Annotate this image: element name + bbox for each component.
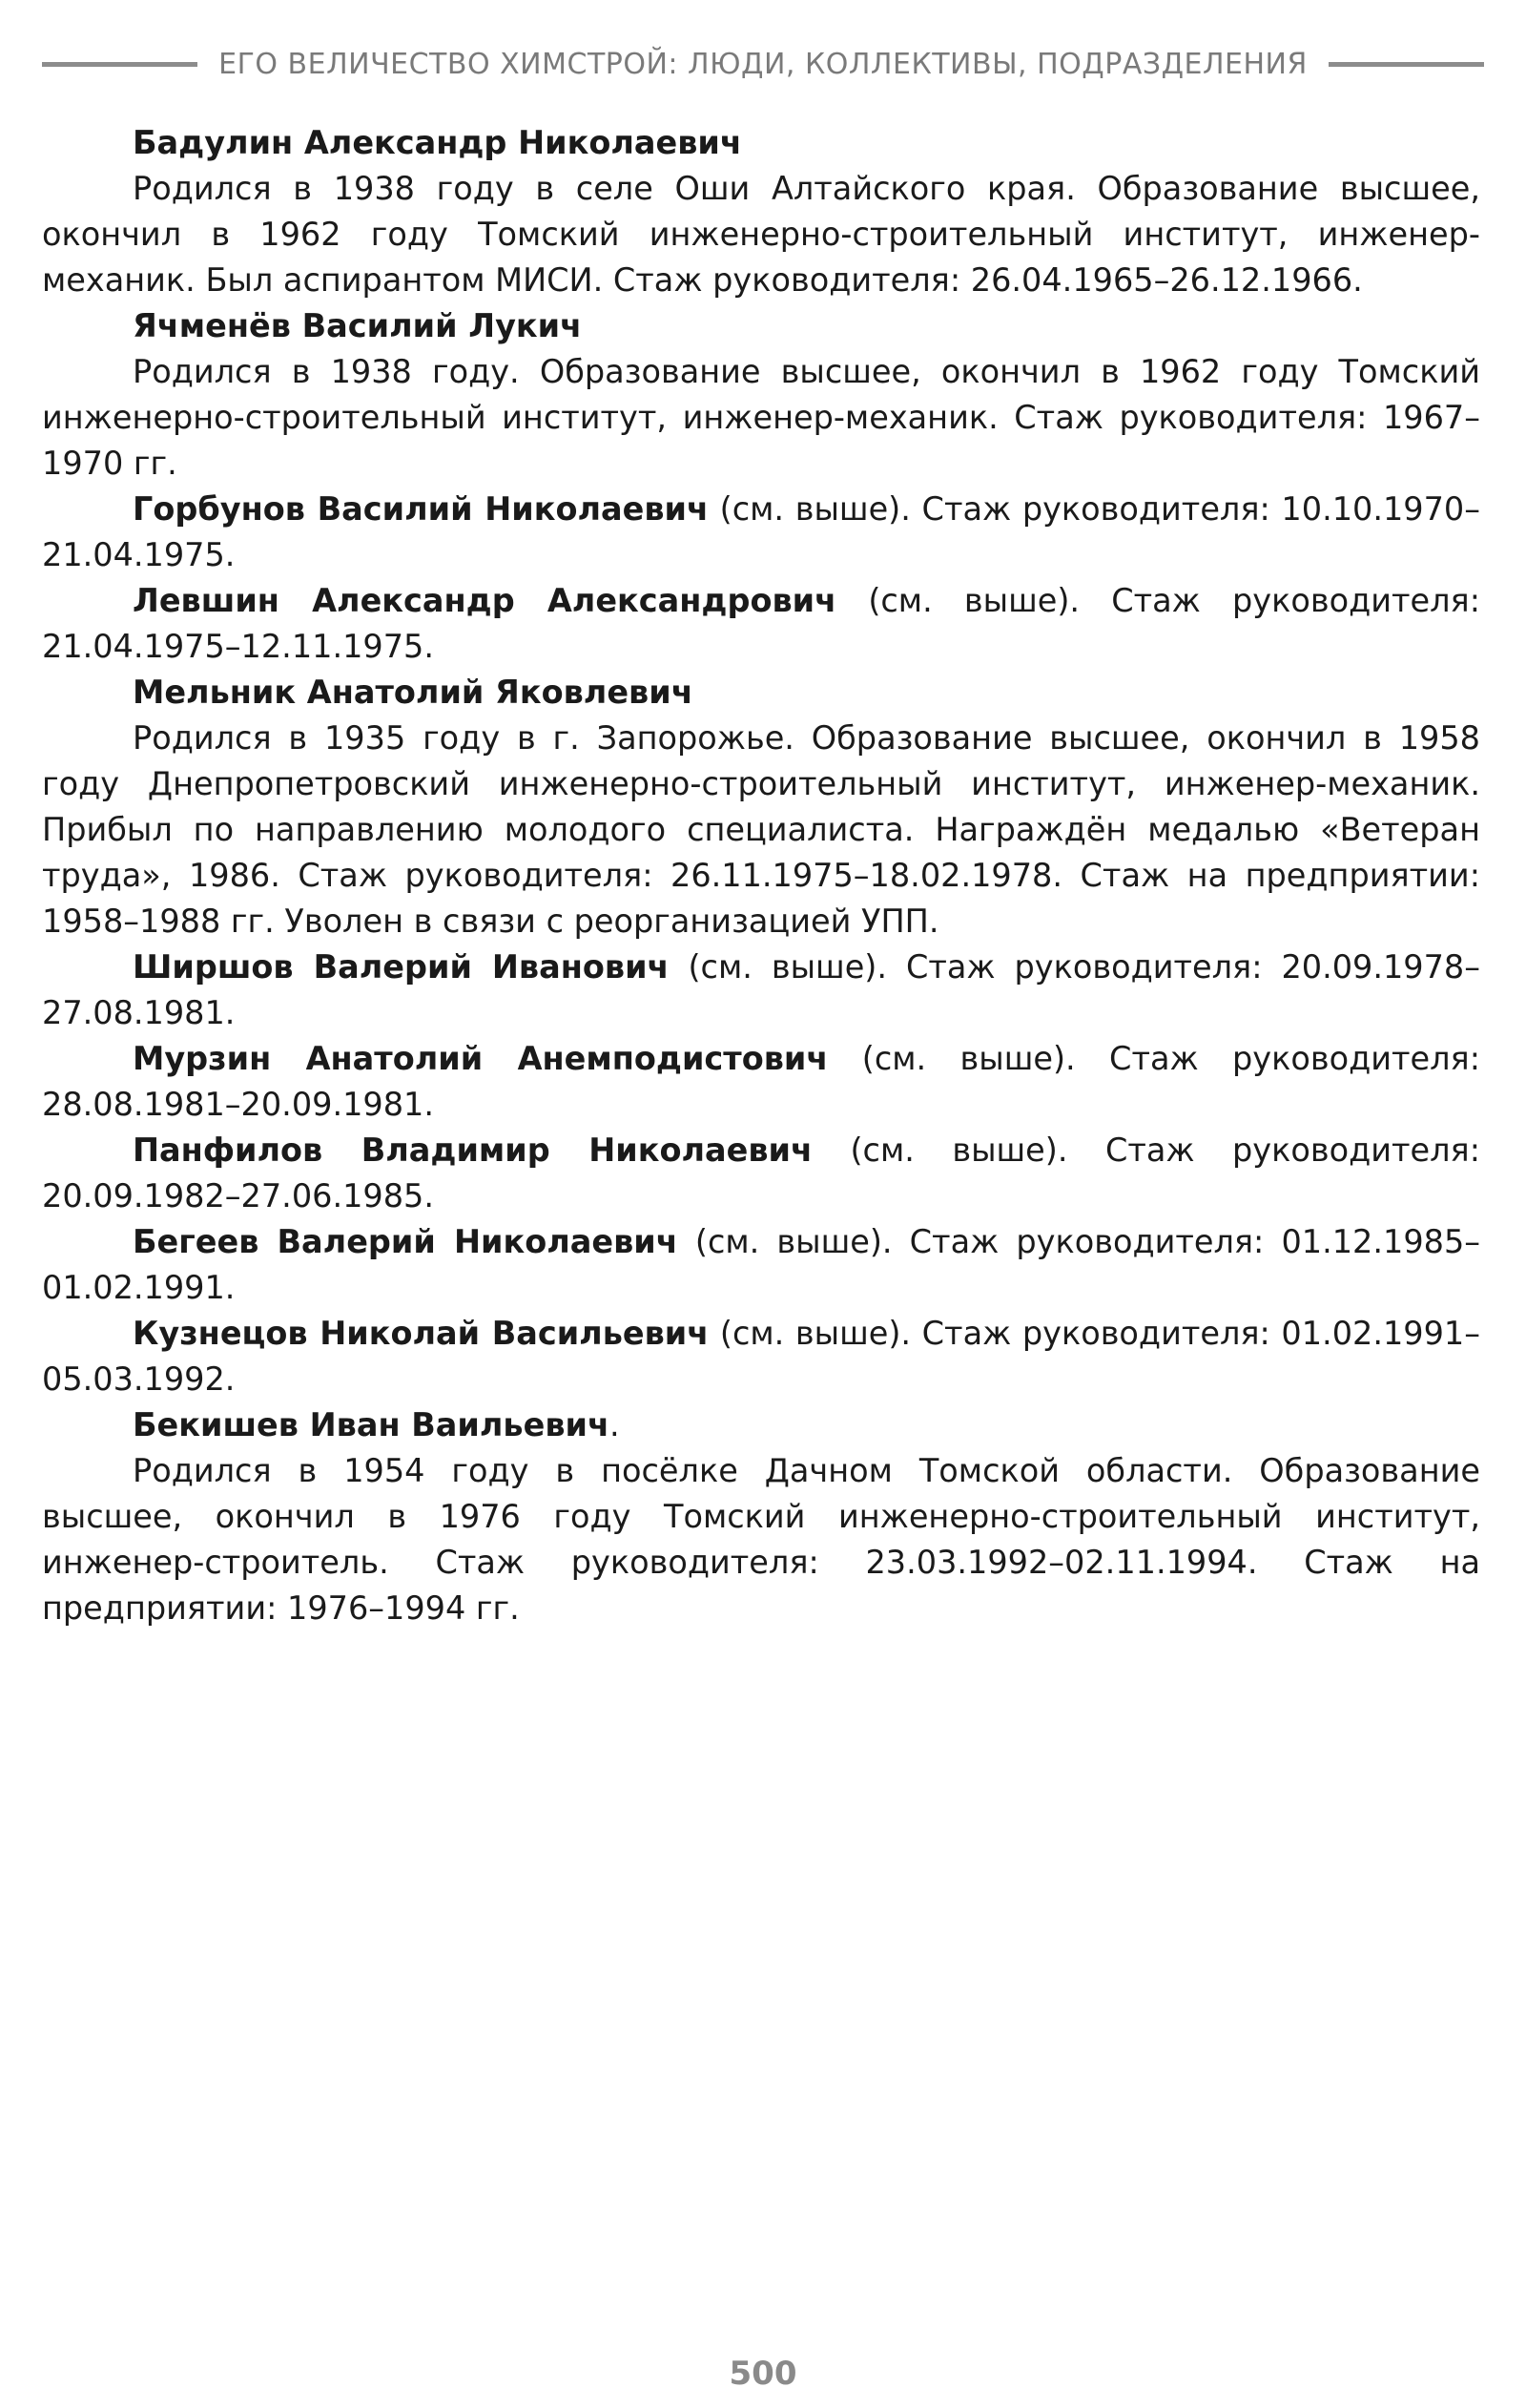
entry-tail: .: [609, 1406, 620, 1443]
entry-tail: (см. выше). Стаж руководителя: 28.08.1981–20.09.1981.: [42, 1040, 1481, 1123]
entry-tail: (см. выше). Стаж руководителя: 21.04.1975–12.11.1975.: [42, 582, 1480, 665]
entry-gorbunov: [42, 487, 1480, 578]
entry-kuznetsov: [42, 1311, 1480, 1402]
entry-name: Горбунов Василий Николаевич: [133, 490, 710, 528]
entry-name: Бекишев Иван Ваильевич: [133, 1406, 609, 1443]
entry-tail: (см. выше). Стаж руководителя: 01.12.1985–01.02.1991.: [42, 1223, 1481, 1306]
entry-tail: (см. выше). Стаж руководителя: 10.10.1970–21.04.1975.: [42, 490, 1480, 573]
entry-panfilov: [42, 1128, 1480, 1219]
entry-name: Бадулин Александр Николаевич: [133, 124, 742, 161]
entry-tail: (см. выше). Стаж руководителя: 20.09.1978–27.08.1981.: [42, 948, 1480, 1031]
entry-body: Родился в 1954 году в посёлке Дачном Томской области. Образование высшее, окончил в 1976 году Томский инженерно-строительный институт, инженер-строитель. Стаж руководителя: 23.03.1992–02.11.1994. Стаж на предприятии: 1976–1994 гг.: [42, 1452, 1480, 1627]
entry-shirshov: [42, 945, 1480, 1036]
entry-name: Левшин Александр Александрович: [133, 582, 837, 619]
header-rule-left: [42, 62, 197, 67]
entry-body: Родился в 1938 году. Образование высшее, окончил в 1962 году Томский инженерно-строительный институт, инженер-механик. Стаж руководителя: 1967–1970 гг.: [42, 353, 1480, 482]
entry-yachmenev: [42, 303, 1480, 487]
entry-melnik: [42, 670, 1480, 945]
running-header: [42, 40, 1484, 88]
entry-body: Родился в 1938 году в селе Оши Алтайского края. Образование высшее, окончил в 1962 году Томский инженерно-строительный институт, инженер-механик. Был аспирантом МИСИ. Стаж руководителя: 26.04.1965–26.12.1966.: [42, 170, 1480, 299]
page-content: [42, 120, 1480, 1631]
entry-name: Ячменёв Василий Лукич: [133, 307, 583, 344]
running-header-title: ЕГО ВЕЛИЧЕСТВО ХИМСТРОЙ: ЛЮДИ, КОЛЛЕКТИВЫ, ПОДРАЗДЕЛЕНИЯ: [218, 47, 1308, 81]
entry-tail: (см. выше). Стаж руководителя: 20.09.1982–27.06.1985.: [42, 1131, 1480, 1214]
entry-levshin: [42, 578, 1480, 670]
entry-name: Кузнецов Николай Васильевич: [133, 1315, 710, 1352]
entry-name: Панфилов Владимир Николаевич: [133, 1131, 814, 1169]
entry-begeev: [42, 1219, 1480, 1311]
entry-name: Ширшов Валерий Иванович: [133, 948, 670, 986]
entry-bekishev: [42, 1402, 1480, 1631]
entry-body: Родился в 1935 году в г. Запорожье. Образование высшее, окончил в 1958 году Днепропетровский инженерно-строительный институт, инженер-механик. Прибыл по направлению молодого специалиста. Награждён медалью «Ветеран труда», 1986. Стаж руководителя: 26.11.1975–18.02.1978. Стаж на предприятии: 1958–1988 гг. Уволен в связи с реорганизацией УПП.: [42, 719, 1480, 940]
entry-name: Бегеев Валерий Николаевич: [133, 1223, 678, 1260]
header-rule-right: [1329, 62, 1484, 67]
entry-name: Мельник Анатолий Яковлевич: [133, 674, 693, 711]
entry-name: Мурзин Анатолий Анемподистович: [133, 1040, 829, 1077]
entry-murzin: [42, 1036, 1480, 1128]
entry-tail: (см. выше). Стаж руководителя: 01.02.1991–05.03.1992.: [42, 1315, 1480, 1398]
page-number: 500: [729, 2355, 797, 2393]
entry-badulin: [42, 120, 1480, 303]
